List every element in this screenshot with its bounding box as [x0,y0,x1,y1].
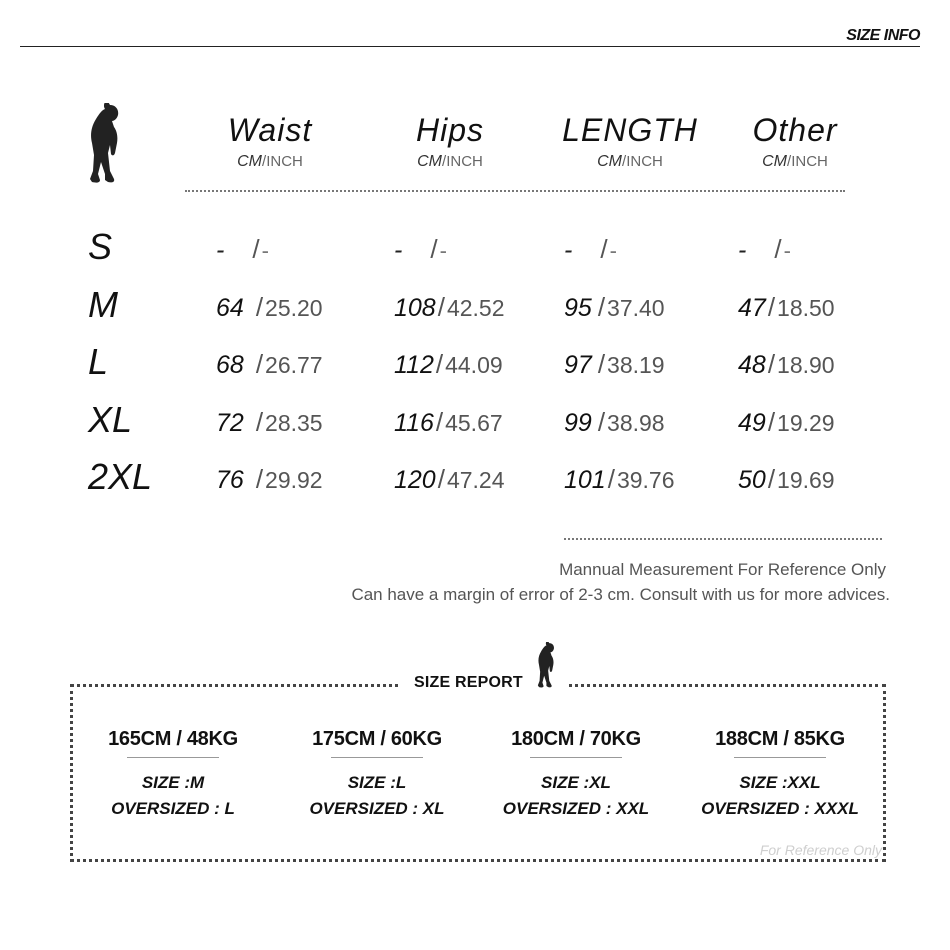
size-label-2xl: 2XL [88,456,153,497]
unit-inch: INCH [626,153,663,170]
unit-cm: CM [417,153,443,170]
unit-inch: INCH [266,153,303,170]
size-report-header [400,674,537,692]
report-entry [83,728,263,822]
recommended-size: SIZE :XXL [739,773,821,792]
column-name: Hips [415,112,484,148]
cell-2xl-other: 50/19.69 [738,464,835,494]
report-entry [287,728,467,822]
report-entry [486,728,666,822]
header-divider [20,46,920,47]
cell-m-length: 95 /37.40 [564,292,665,322]
cell-l-waist: 68 /26.77 [216,349,323,379]
unit-cm: CM [762,153,788,170]
reference-note: Mannual Measurement For Reference Only [559,560,886,579]
size-label-l: L [88,341,109,382]
column-header-waist [195,112,345,171]
column-name: LENGTH [562,112,698,148]
cell-l-hips: 112/44.09 [394,349,503,379]
oversized-size: OVERSIZED : XL [309,799,445,818]
column-header-length [555,112,705,171]
oversized-size: OVERSIZED : XXL [502,799,650,818]
cell-2xl-waist: 76 /29.92 [216,464,323,494]
column-unit [195,153,345,171]
column-header-hips [375,112,525,171]
walking-figure-icon [84,103,128,187]
cell-l-other: 48/18.90 [738,349,835,379]
notes-dotted-divider [564,538,882,540]
column-header-other [720,112,870,171]
cell-xl-hips: 116/45.67 [394,407,503,437]
recommended-size: SIZE :L [347,773,407,792]
header-dotted-divider [185,190,845,192]
cell-s-other: - /- [738,234,791,264]
cell-2xl-hips: 120/47.24 [394,464,505,494]
oversized-size: OVERSIZED : L [111,799,235,818]
cell-2xl-length: 101/39.76 [564,464,675,494]
entry-divider [530,757,622,758]
column-unit [555,153,705,171]
unit-sep: / [622,153,627,170]
unit-cm: CM [597,153,623,170]
unit-inch: INCH [791,153,828,170]
cell-xl-waist: 72 /28.35 [216,407,323,437]
body-measurement: 188CM / 85KG [715,728,845,750]
entry-divider [127,757,219,758]
unit-cm: CM [237,153,263,170]
margin-error-note: Can have a margin of error of 2-3 cm. Consult with us for more advices. [351,585,890,604]
column-name: Waist [227,112,313,148]
column-unit [375,153,525,171]
column-unit [720,153,870,171]
column-name: Other [752,112,838,148]
size-label-s: S [88,226,113,267]
recommended-size: SIZE :XL [541,773,611,792]
cell-m-waist: 64 /25.20 [216,292,323,322]
cell-l-length: 97 /38.19 [564,349,665,379]
cell-xl-length: 99 /38.98 [564,407,665,437]
report-entry [690,728,870,822]
cell-xl-other: 49/19.29 [738,407,835,437]
unit-inch: INCH [446,153,483,170]
cell-s-waist: - /- [216,234,269,264]
entry-divider [331,757,423,758]
size-report-title: SIZE REPORT [414,674,523,691]
unit-sep: / [442,153,447,170]
size-label-xl: XL [88,399,133,440]
recommended-size: SIZE :M [141,773,205,792]
cell-m-other: 47/18.50 [738,292,835,322]
entry-divider [734,757,826,758]
body-measurement: 165CM / 48KG [108,728,238,750]
page-title: SIZE INFO [846,27,920,44]
oversized-size: OVERSIZED : XXXL [701,799,859,818]
unit-sep: / [262,153,267,170]
unit-sep: / [787,153,792,170]
cell-s-hips: - /- [394,234,447,264]
walking-figure-icon [528,642,566,690]
cell-s-length: - /- [564,234,617,264]
reference-only-footnote: For Reference Only [759,842,882,858]
size-label-m: M [88,284,118,325]
body-measurement: 180CM / 70KG [511,728,641,750]
cell-m-hips: 108/42.52 [394,292,505,322]
body-measurement: 175CM / 60KG [312,728,442,750]
